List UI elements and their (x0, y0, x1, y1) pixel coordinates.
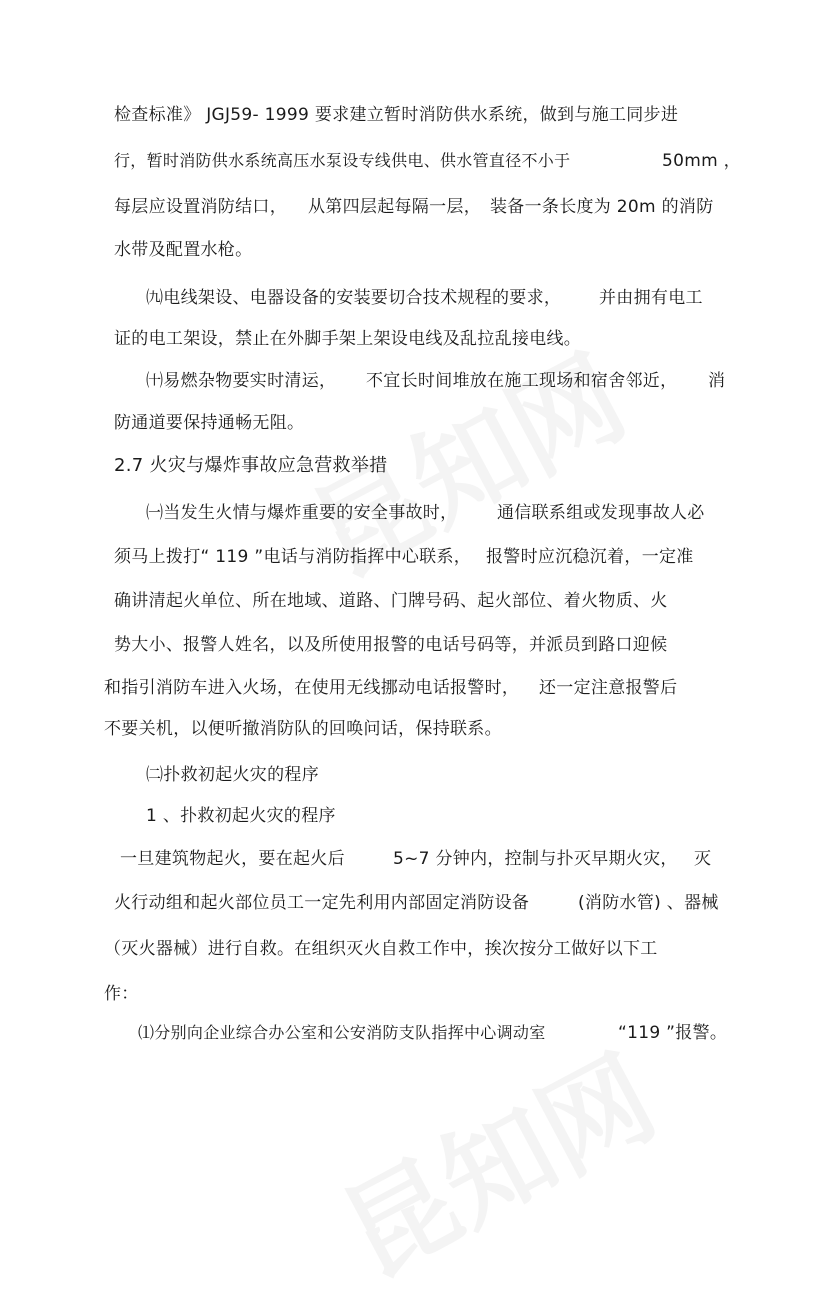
text-line: ⑴分别向企业综合办公室和公安消防支队指挥中心调动室 (138, 1023, 546, 1042)
text-line: 作： (104, 984, 139, 1004)
text-line: 证的电工架设，禁止在外脚手架上架设电线及乱拉乱接电线。 (114, 329, 582, 349)
text-line: 灭 (694, 849, 712, 869)
section-heading: 2.7 火灾与爆炸事故应急营救举措 (114, 455, 388, 476)
text-line: 从第四层起每隔一层， (308, 197, 481, 217)
text-line: 还一定注意报警后 (539, 678, 678, 698)
text-line: 水带及配置水枪。 (114, 240, 253, 260)
text-line: 并由拥有电工 (599, 288, 703, 308)
text-line: ㈨电线架设、电器设备的安装要切合技术规程的要求， (146, 288, 562, 308)
text-line: 防通道要保持通畅无阻。 (114, 413, 305, 433)
text-line: 消 (708, 371, 726, 391)
text-line: 一旦建筑物起火，要在起火后 (120, 849, 345, 869)
text-line: （灭火器械）进行自救。在组织灭火自救工作中，挨次按分工做好以下工 (104, 939, 658, 959)
text-line: 不要关机，以便听撤消防队的回唤问话，保持联系。 (104, 719, 502, 739)
text-line: 火行动组和起火部位员工一定先利用内部固定消防设备 (114, 893, 530, 913)
text-line: ㈩易燃杂物要实时清运， (146, 371, 337, 391)
text-line: 报警人姓名，以及所使用报警的电话号码等，并派员到路口迎候 (183, 635, 668, 655)
text-line: ㈠当发生火情与爆炸重要的安全事故时， (146, 503, 458, 523)
text-line: 不宜长时间堆放在施工现场和宿舍邻近， (366, 371, 678, 391)
text-line: 须马上拨打“ 119 ”电话与消防指挥中心联系， (114, 547, 472, 567)
text-line: 5~7 分钟内，控制与扑灭早期火灾， (393, 849, 678, 869)
text-line: (消防水管) 、器械 (578, 893, 719, 913)
text-line: 装备一条长度为 20m 的消防 (490, 197, 714, 217)
subsection-heading: ㈡扑救初起火灾的程序 (146, 765, 319, 785)
text-line: 通信联系组或发现事故人必 (497, 503, 705, 523)
subsection-heading: 1 、扑救初起火灾的程序 (146, 806, 336, 826)
text-line: 行，暂时消防供水系统高压水泵设专线供电、供水管直径不小于 (114, 151, 571, 170)
text-line: 50mm ， (662, 151, 741, 171)
text-line: 报警时应沉稳沉着，一定准 (486, 547, 694, 567)
text-line: 势大小、 (114, 635, 184, 655)
text-line: 每层应设置消防结口， (114, 197, 287, 217)
text-line: 确讲清起火单位、所在地域、道路、门牌号码、起火部位、着火物质、火 (114, 591, 668, 611)
text-line: “119 ”报警。 (618, 1023, 728, 1043)
text-line: 检查标准》 JGJ59- 1999 要求建立暂时消防供水系统，做到与施工同步进 (114, 105, 679, 125)
watermark-bottom (312, 1012, 678, 1306)
text-line: 和指引消防车进入火场，在使用无线挪动电话报警时， (104, 678, 520, 698)
